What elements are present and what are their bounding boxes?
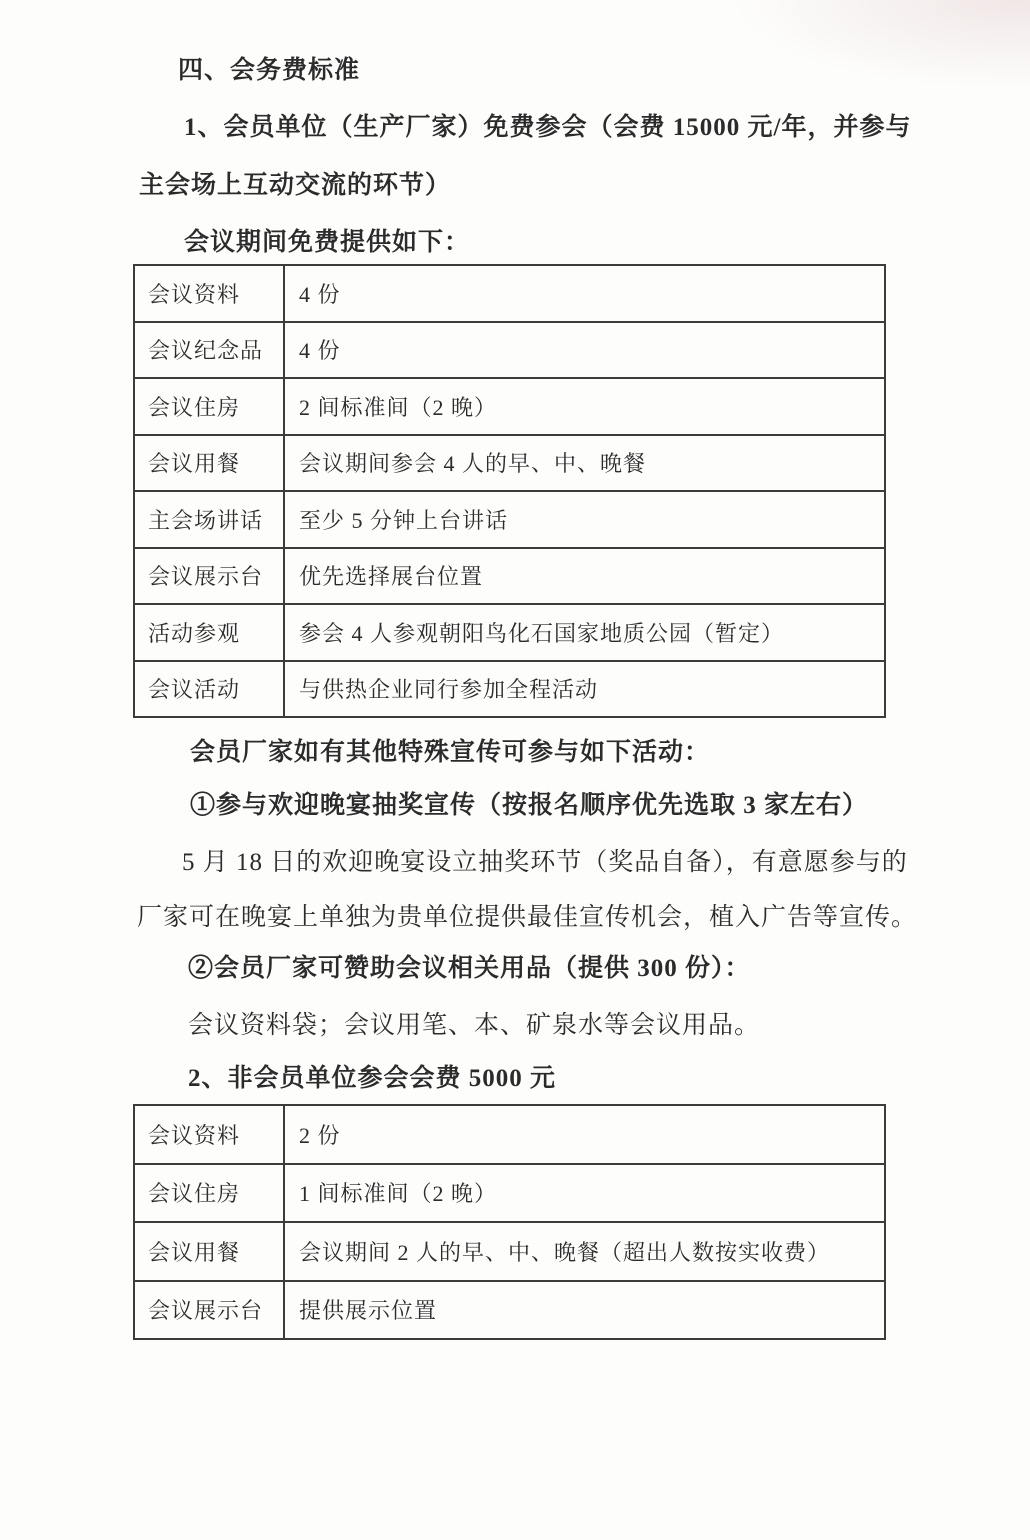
row-label: 会议资料 [135, 266, 285, 321]
paragraph-member-line2: 主会场上互动交流的环节） [139, 172, 452, 199]
row-value: 提供展示位置 [299, 1298, 438, 1324]
nonmember-benefits-table [133, 1104, 886, 1340]
row-label: 会议活动 [135, 662, 285, 717]
table-row [135, 266, 884, 321]
scan-artifact [730, 0, 1030, 90]
item2-heading: ②会员厂家可赞助会议相关用品（提供 300 份）： [188, 955, 751, 982]
row-label: 会议资料 [135, 1106, 285, 1163]
table-row [135, 660, 884, 717]
row-value: 参会 4 人参观朝阳鸟化石国家地质公园（暂定） [299, 620, 785, 646]
table-row [135, 490, 884, 547]
row-label: 活动参观 [135, 605, 285, 660]
table-row [135, 434, 884, 491]
row-label: 会议展示台 [135, 1282, 285, 1339]
row-value: 优先选择展台位置 [299, 564, 484, 590]
row-value: 2 份 [299, 1122, 341, 1148]
member-note: 会员厂家如有其他特殊宣传可参与如下活动： [190, 739, 711, 766]
table-row [135, 1280, 884, 1339]
row-label: 会议住房 [135, 379, 285, 434]
row-label: 会议展示台 [135, 549, 285, 604]
table-row [135, 1221, 884, 1280]
section2-heading: 2、非会员单位参会会费 5000 元 [188, 1065, 557, 1092]
row-value: 2 间标准间（2 晚） [299, 394, 498, 420]
row-label: 会议住房 [135, 1165, 285, 1222]
table1-intro: 会议期间免费提供如下： [184, 229, 471, 256]
row-label: 会议用餐 [135, 1223, 285, 1280]
table-row [135, 1163, 884, 1222]
row-value: 4 份 [299, 281, 341, 307]
table-row [135, 1106, 884, 1163]
row-value: 至少 5 分钟上台讲话 [299, 507, 509, 533]
table-row [135, 377, 884, 434]
member-benefits-table [133, 264, 886, 718]
row-label: 会议纪念品 [135, 323, 285, 378]
item1-desc-line2: 厂家可在晚宴上单独为贵单位提供最佳宣传机会，植入广告等宣传。 [137, 904, 918, 931]
item1-heading: ①参与欢迎晚宴抽奖宣传（按报名顺序优先选取 3 家左右） [190, 792, 869, 819]
item1-desc-line1: 5 月 18 日的欢迎晚宴设立抽奖环节（奖品自备），有意愿参与的 [182, 849, 908, 876]
item2-desc: 会议资料袋；会议用笔、本、矿泉水等会议用品。 [188, 1012, 761, 1039]
row-value: 会议期间 2 人的早、中、晚餐（超出人数按实收费） [299, 1239, 831, 1265]
row-value: 会议期间参会 4 人的早、中、晚餐 [299, 451, 647, 477]
row-label: 会议用餐 [135, 436, 285, 491]
table-row [135, 603, 884, 660]
row-value: 1 间标准间（2 晚） [299, 1181, 498, 1207]
paragraph-member-line1: 1、会员单位（生产厂家）免费参会（会费 15000 元/年，并参与 [184, 114, 912, 141]
table-row [135, 321, 884, 378]
table-row [135, 547, 884, 604]
row-label: 主会场讲话 [135, 492, 285, 547]
section-heading: 四、会务费标准 [178, 57, 361, 84]
row-value: 4 份 [299, 338, 341, 364]
row-value: 与供热企业同行参加全程活动 [299, 677, 599, 703]
